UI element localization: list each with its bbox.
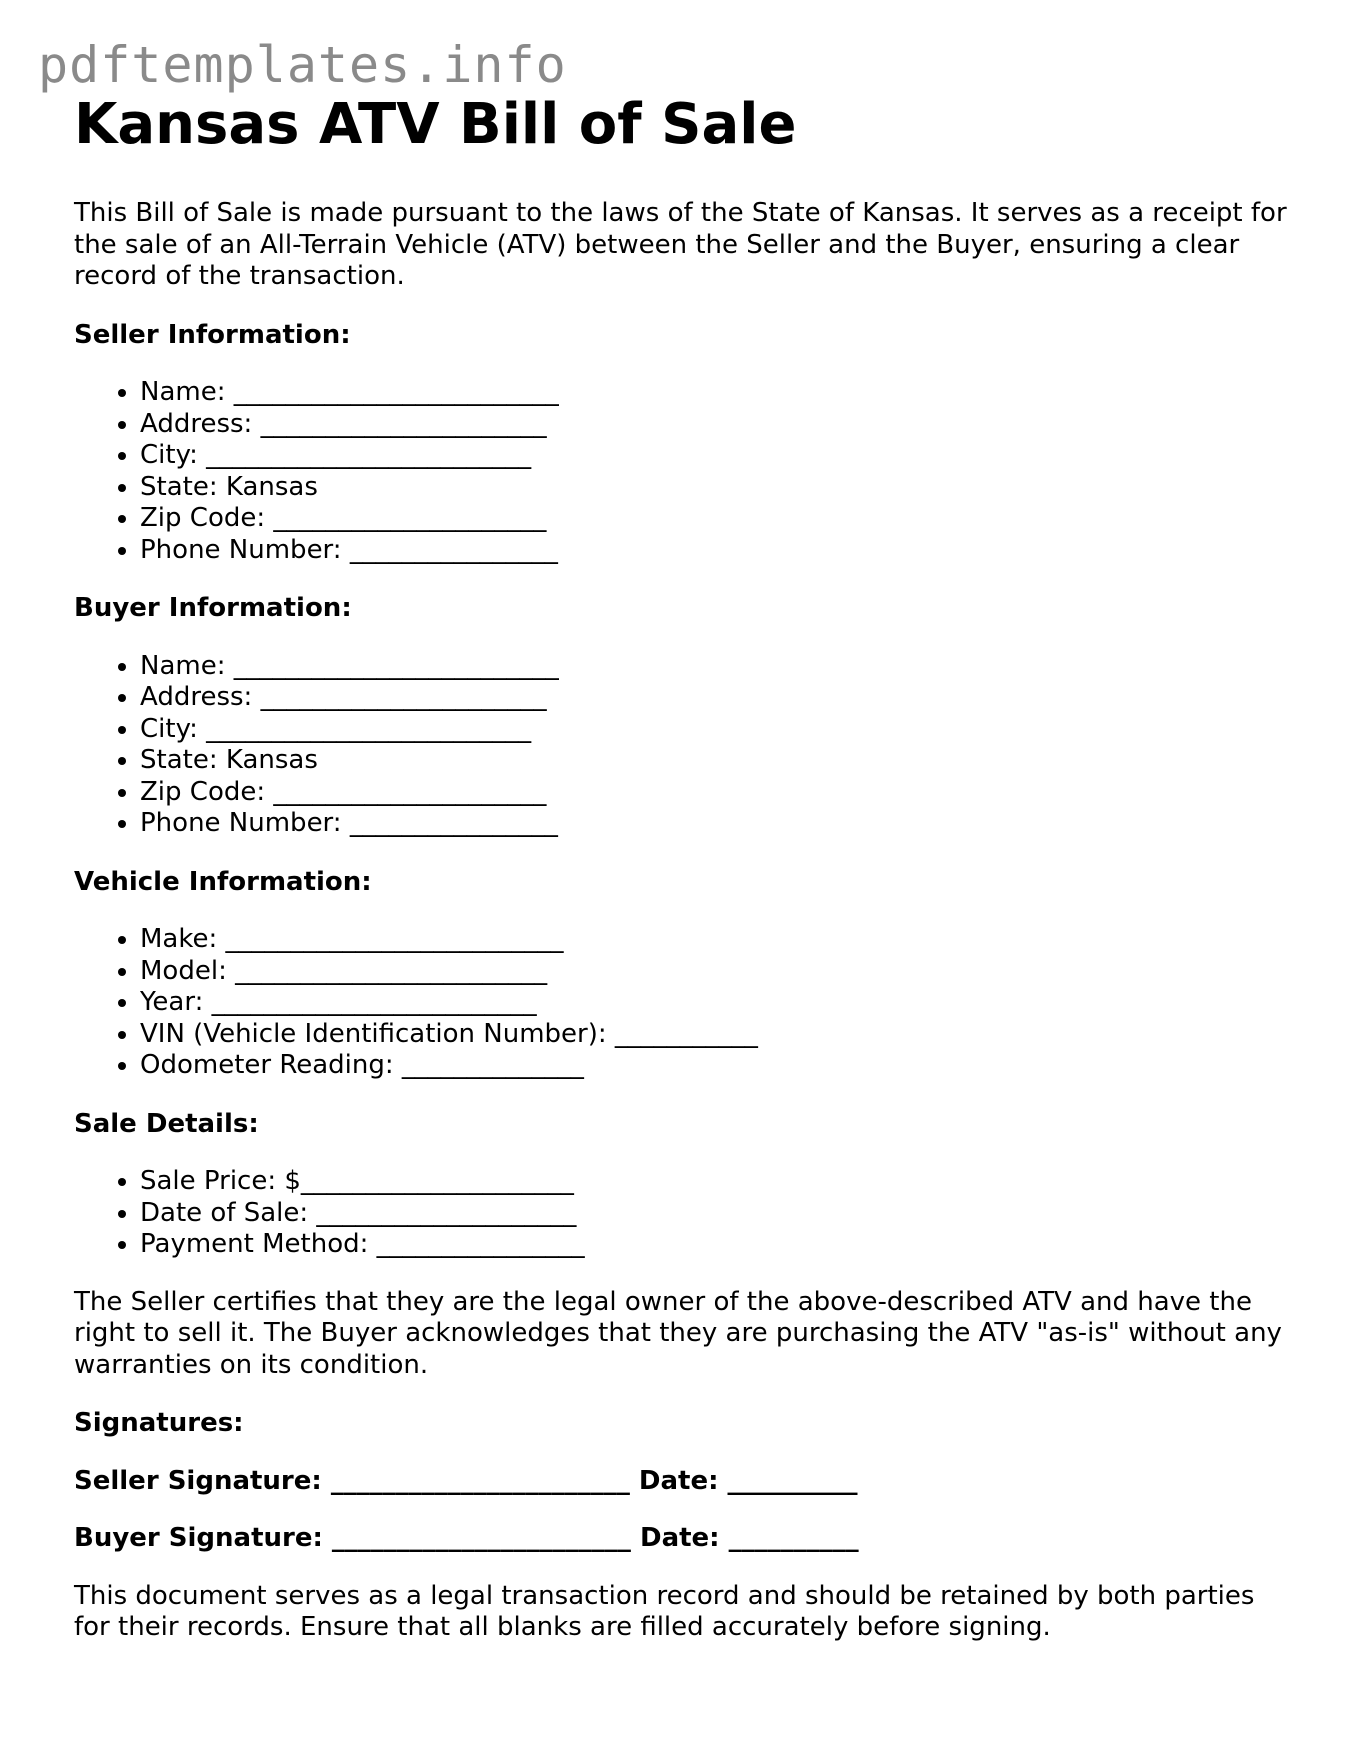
seller-list: [74, 377, 1294, 566]
sale-price-field: • Sale Price: $_____________________: [140, 1166, 1294, 1198]
sale-heading: Sale Details:: [74, 1108, 259, 1139]
seller-signature-line: Seller Signature: _______________________ Date: __________: [74, 1465, 858, 1496]
buyer-signature-line: Buyer Signature: _______________________ Date: __________: [74, 1523, 859, 1553]
watermark: pdftemplates.info: [38, 36, 567, 94]
seller-phone-field: • Phone Number: ________________: [140, 535, 1294, 567]
intro-paragraph: This Bill of Sale is made pursuant to the laws of the State of Kansas. It serves as a receipt for the sale of an All-Terrain Vehicle (ATV) between the Seller and the Buyer, ensuring a clear record of the transaction.: [74, 198, 1287, 291]
vehicle-heading: Vehicle Information:: [74, 866, 372, 897]
document-page: [74, 90, 1294, 1644]
buyer-state-field: • State: Kansas: [140, 745, 1294, 777]
payment-method-field: • Payment Method: ________________: [140, 1229, 1294, 1261]
seller-heading: Seller Information:: [74, 319, 351, 350]
signatures-heading: Signatures:: [74, 1408, 244, 1438]
vehicle-year-field: • Year: _________________________: [140, 987, 1294, 1019]
vehicle-vin-field: • VIN (Vehicle Identification Number): ___________: [140, 1019, 1294, 1051]
sale-list: [74, 1166, 1294, 1261]
vehicle-model-field: • Model: ________________________: [140, 956, 1294, 988]
vehicle-make-field: • Make: __________________________: [140, 924, 1294, 956]
sale-date-field: • Date of Sale: ____________________: [140, 1198, 1294, 1230]
seller-state-field: • State: Kansas: [140, 472, 1294, 504]
vehicle-odometer-field: • Odometer Reading: ______________: [140, 1050, 1294, 1082]
buyer-name-field: • Name: _________________________: [140, 651, 1294, 683]
seller-city-field: • City: _________________________: [140, 440, 1294, 472]
vehicle-list: [74, 924, 1294, 1082]
buyer-heading: Buyer Information:: [74, 593, 352, 623]
seller-address-field: • Address: ______________________: [140, 409, 1294, 441]
buyer-phone-field: • Phone Number: ________________: [140, 808, 1294, 840]
certification-paragraph: The Seller certifies that they are the legal owner of the above-described ATV and have the right to sell it. The Buyer acknowledges that they are purchasing the ATV "as-is" without any warranties on its condition.: [74, 1286, 1282, 1380]
buyer-zip-field: • Zip Code: _____________________: [140, 777, 1294, 809]
buyer-address-field: • Address: ______________________: [140, 682, 1294, 714]
closing-paragraph: This document serves as a legal transaction record and should be retained by both parties for their records. Ensure that all blanks are filled accurately before signing.: [74, 1580, 1255, 1642]
page-title: Kansas ATV Bill of Sale: [74, 92, 797, 157]
buyer-city-field: • City: _________________________: [140, 714, 1294, 746]
seller-zip-field: • Zip Code: _____________________: [140, 503, 1294, 535]
seller-name-field: • Name: _________________________: [140, 377, 1294, 409]
buyer-list: [74, 651, 1294, 840]
